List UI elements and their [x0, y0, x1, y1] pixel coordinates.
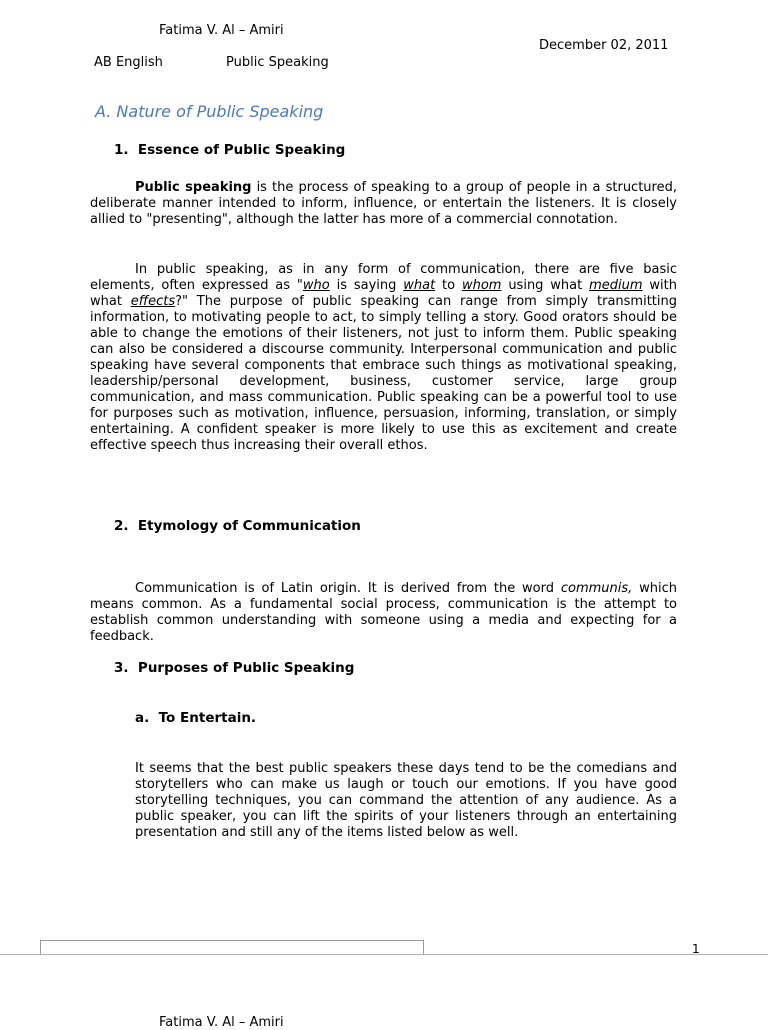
page-number: 1 [692, 942, 700, 956]
latin-term: communis, [560, 581, 633, 596]
emphasis-medium: medium [589, 278, 643, 293]
section-3-title: 3. Purposes of Public Speaking [114, 660, 355, 676]
section-1-title: 1. Essence of Public Speaking [114, 142, 346, 158]
footer-tab-frame [40, 940, 424, 954]
subsection-a-title: a. To Entertain. [135, 710, 257, 726]
course-label: AB English [94, 55, 163, 70]
emphasis-who: who [302, 278, 330, 293]
document-date: December 02, 2011 [539, 38, 669, 53]
section-2-title: 2. Etymology of Communication [114, 518, 361, 534]
section-1-paragraph-2: In public speaking, as in any form of communication, there are five basic elements, often expressed as "who is saying what to whom using what medium with what effects?" The purpose of public speaking can range from simply transmitting information, to motivating people to act, to simply telling a story. Good orators should be able to change the emotions of their listeners, not just to inform them. Public speaking can also be considered a discourse community. Interpersonal communication and public speaking have several components that embrace such things as motivational speaking, leadership/personal development, business, customer service, large group communication, and mass communication. Public speaking can be a powerful tool to use for purposes such as motivation, influence, persuasion, informing, translation, or simply entertaining. A confident speaker is more likely to use this as excitement and create effective speech thus increasing their overall ethos. [90, 262, 677, 453]
author-name: Fatima V. Al – Amiri [159, 23, 284, 38]
subsection-a-paragraph: It seems that the best public speakers these days tend to be the comedians and storytellers who can make us laugh or touch our emotions. If you have good storytelling techniques, you can command the attention of any audience. As a public speaker, you can lift the spirits of your listeners through an entertaining presentation and still any of the items listed below as well. [135, 761, 677, 840]
subject-label: Public Speaking [226, 55, 329, 70]
emphasis-effects: effects [130, 294, 176, 309]
footer-divider [0, 954, 768, 955]
section-1-paragraph-1: Public speaking is the process of speaking to a group of people in a structured, deliberate manner intended to inform, influence, or entertain the listeners. It is closely allied to "presenting", although the latter has more of a commercial connotation. [90, 180, 677, 227]
section-a-heading: A. Nature of Public Speaking [95, 102, 324, 121]
section-2-paragraph-1: Communication is of Latin origin. It is derived from the word communis, which means common. As a fundamental social process, communication is the attempt to establish common understanding with someone using a media and expecting for a feedback. [90, 581, 677, 644]
next-page-author-name: Fatima V. Al – Amiri [159, 1015, 284, 1030]
bold-term: Public speaking [135, 180, 252, 195]
emphasis-whom: whom [461, 278, 502, 293]
emphasis-what: what [403, 278, 436, 293]
